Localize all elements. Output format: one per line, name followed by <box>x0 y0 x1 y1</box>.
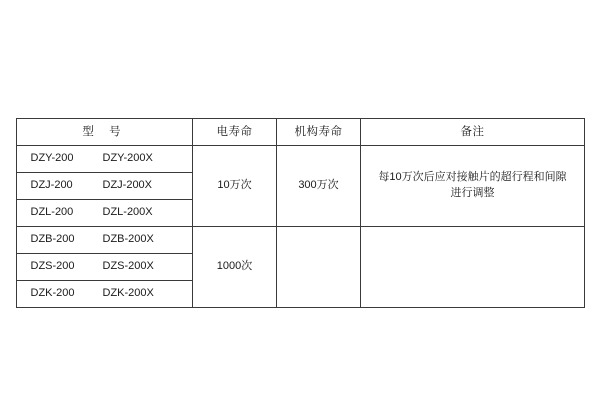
mechanical-life-group-2 <box>277 227 361 308</box>
table-row <box>17 146 585 173</box>
column-header-mechanical-life: 机构寿命 <box>277 119 361 146</box>
table-header-row <box>17 119 585 146</box>
column-header-model: 型 号 <box>17 119 193 146</box>
model-code-variant: DZB-200X <box>102 233 154 246</box>
spec-table-container <box>16 118 584 308</box>
model-cell <box>17 146 193 173</box>
model-cell <box>17 281 193 308</box>
model-code-primary: DZK-200 <box>30 287 75 300</box>
remarks-line-2: 进行调整 <box>450 187 495 199</box>
table-row <box>17 227 585 254</box>
model-code-primary: DZL-200 <box>30 206 74 219</box>
electrical-life-group-2: 1000次 <box>193 227 277 308</box>
column-header-remarks: 备注 <box>361 119 585 146</box>
model-code-variant: DZL-200X <box>102 206 153 219</box>
column-header-electrical-life: 电寿命 <box>193 119 277 146</box>
model-code-variant: DZK-200X <box>102 287 154 300</box>
model-code-variant: DZS-200X <box>102 260 154 273</box>
remarks-group-1 <box>361 146 585 227</box>
model-code-variant: DZY-200X <box>102 152 153 165</box>
remarks-group-2 <box>361 227 585 308</box>
electrical-life-group-1: 10万次 <box>193 146 277 227</box>
model-code-variant: DZJ-200X <box>102 179 153 192</box>
model-cell <box>17 254 193 281</box>
specification-table <box>16 118 585 308</box>
model-cell <box>17 200 193 227</box>
model-cell <box>17 227 193 254</box>
model-code-primary: DZJ-200 <box>30 179 73 192</box>
model-code-primary: DZS-200 <box>30 260 75 273</box>
remarks-line-1: 每10万次后应对接触片的超行程和间隙 <box>378 171 567 184</box>
model-code-primary: DZB-200 <box>30 233 75 246</box>
model-cell <box>17 173 193 200</box>
model-code-primary: DZY-200 <box>30 152 74 165</box>
mechanical-life-group-1: 300万次 <box>277 146 361 227</box>
